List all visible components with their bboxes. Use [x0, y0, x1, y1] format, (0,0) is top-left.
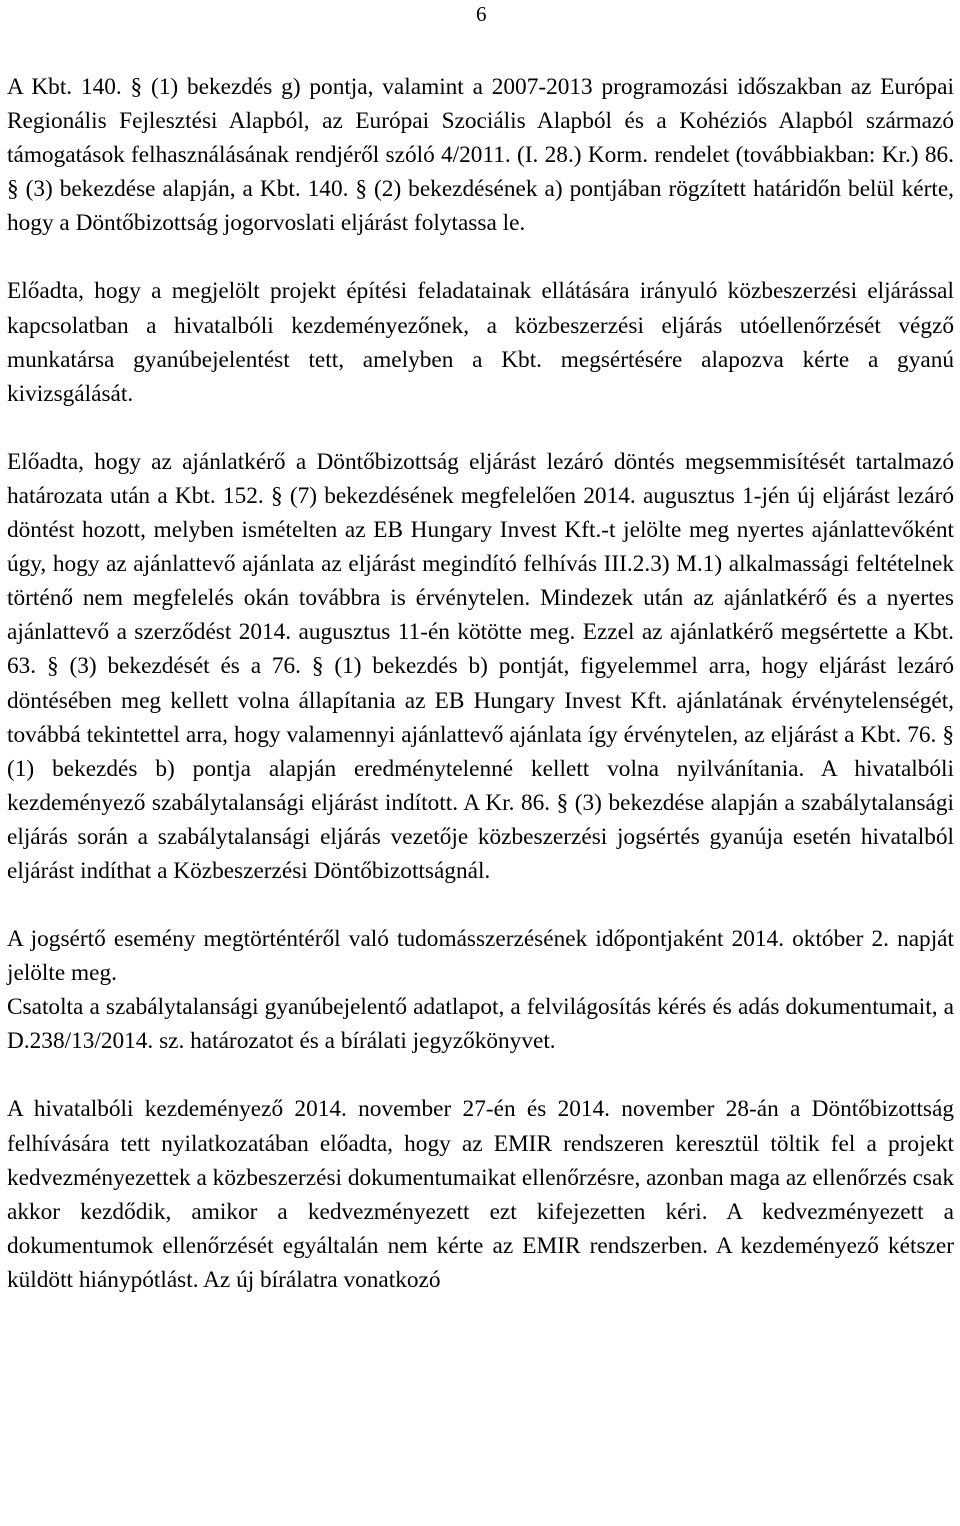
paragraph-date-of-knowledge: A jogsértő esemény megtörténtéről való tudomásszerzésének időpontjaként 2014. október 2. napját jelölte meg. [7, 926, 954, 987]
paragraph-violation-details: Előadta, hogy az ajánlatkérő a Döntőbizottság eljárást lezáró döntés megsemmisítését tartalmazó határozata után a Kbt. 152. § (7) bekezdésének megfelelően 2014. augusztus 1-jén új eljárást lezáró döntést hozott, melyben ismételten az EB Hungary Invest Kft.-t jelölte meg nyertes ajánlattevőként úgy, hogy az ajánlattevő ajánlata az eljárást megindító felhívás III.2.3) M.1) alkalmassági feltételnek történő nem megfelelés okán továbbra is érvénytelen. Mindezek után az ajánlatkérő és a nyertes ajánlattevő a szerződést 2014. augusztus 11-én kötötte meg. Ezzel az ajánlatkérő megsértette a Kbt. 63. § (3) bekezdését és a 76. § (1) bekezdés b) pontját, figyelemmel arra, hogy eljárást lezáró döntésében meg kellett volna állapítania az EB Hungary Invest Kft. ajánlatának érvénytelenségét, továbbá tekintettel arra, hogy valamennyi ajánlattevő ajánlata így érvénytelen, az eljárást a Kbt. 76. § (1) bekezdés b) pontja alapján eredménytelenné kellett volna nyilvánítania. A hivatalbóli kezdeményező szabálytalansági eljárást indított. A Kr. 86. § (3) bekezdése alapján a szabálytalansági eljárás során a szabálytalansági eljárás vezetője közbeszerzési jogsértés gyanúja esetén hivatalból eljárást indíthat a Közbeszerzési Döntőbizottságnál. [7, 448, 954, 884]
paragraph-request: A Kbt. 140. § (1) bekezdés g) pontja, valamint a 2007-2013 programozási időszakban az Európai Regionális Fejlesztési Alapból, az Európai Szociális Alapból és a Kohéziós Alapból származó támogatások felhasználásának rendjéről szóló 4/2011. (I. 28.) Korm. rendelet (továbbiakban: Kr.) 86. § (3) bekezdése alapján, a Kbt. 140. § (2) bekezdésének a) pontjában rögzített határidőn belül kérte, hogy a Döntőbizottság jogorvoslati eljárást folytassa le. [7, 74, 954, 237]
paragraph-attachments: Csatolta a szabálytalansági gyanúbejelentő adatlapot, a felvilágosítás kérés és adás dokumentumait, a D.238/13/2014. sz. határozatot és a bírálati jegyzőkönyvet. [7, 994, 954, 1055]
document-body [7, 70, 954, 1297]
page-number: 6 [476, 2, 487, 26]
paragraph-suspicion-report: Előadta, hogy a megjelölt projekt építési feladatainak ellátására irányuló közbeszerzési eljárással kapcsolatban a hivatalbóli kezdeményezőnek, a közbeszerzési eljárás utóellenőrzését végző munkatársa gyanúbejelentést tett, amelyben a Kbt. megsértésére alapozva kérte a gyanú kivizsgálását. [7, 278, 954, 407]
paragraph-statement: A hivatalbóli kezdeményező 2014. november 27-én és 2014. november 28-án a Döntőbizottság felhívására tett nyilatkozatában előadta, hogy az EMIR rendszeren keresztül töltik fel a projekt kedvezményezettek a közbeszerzési dokumentumaikat ellenőrzésre, azonban maga az ellenőrzés csak akkor kezdődik, amikor a kedvezményezett ezt kifejezetten kéri. A kedvezményezett a dokumentumok ellenőrzését egyáltalán nem kérte az EMIR rendszerben. A kezdeményező kétszer küldött hiánypótlást. Az új bírálatra vonatkozó [7, 1096, 954, 1293]
